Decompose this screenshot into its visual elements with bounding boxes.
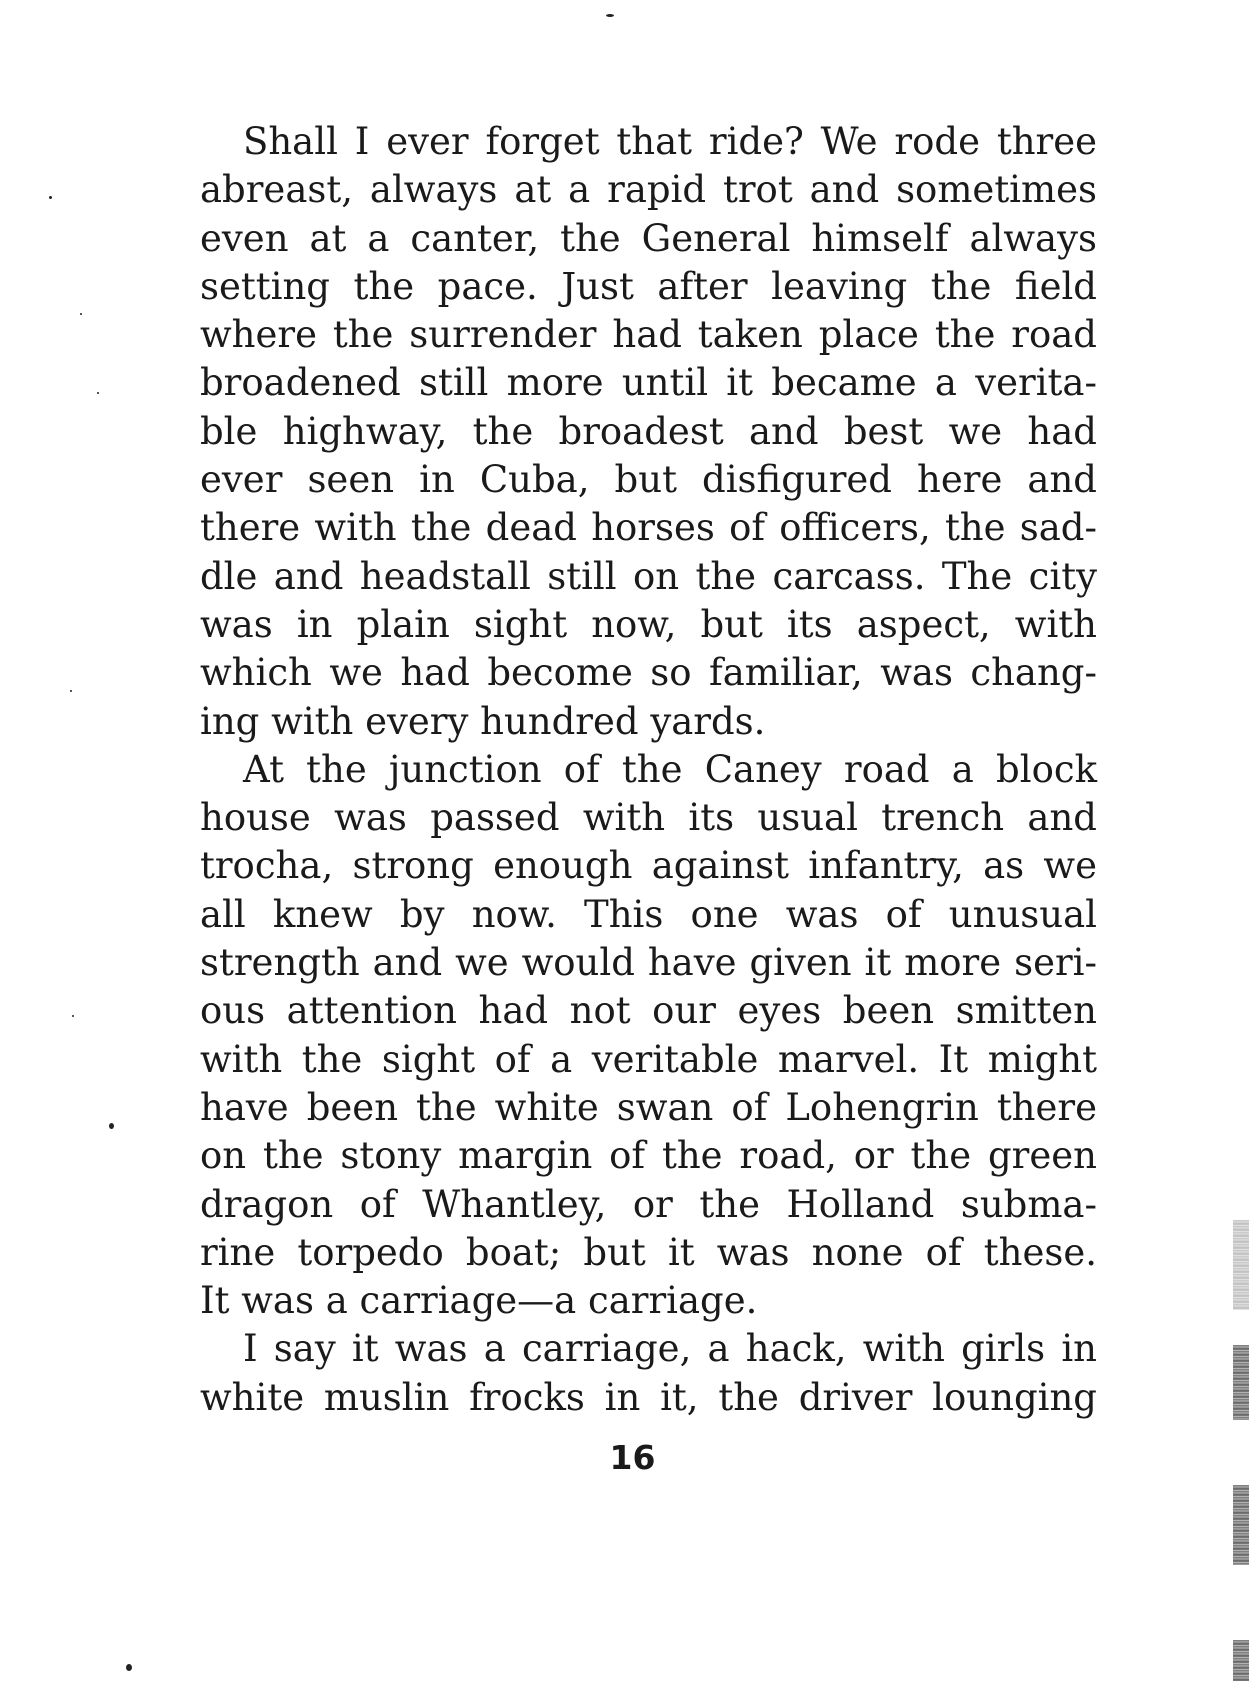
scan-speck [70,690,72,692]
text-line: even at a canter, the General himself always [200,216,1097,260]
text-line: ble highway, the broadest and best we had [200,409,1097,453]
scan-speck [606,14,614,17]
text-line: dragon of Whantley, or the Holland subma- [200,1182,1097,1226]
page-number: 16 [609,1438,656,1477]
paragraph-3 [200,1325,1097,1422]
text-line: trocha, strong enough against infantry, as we [200,844,1097,888]
text-line: Shall I ever forget that ride? We rode three [243,120,1097,163]
text-line: broadened still more until it became a verita- [200,361,1097,405]
text-line: abreast, always at a rapid trot and sometimes [200,168,1097,212]
scan-speck [126,1664,132,1671]
text-line: house was passed with its usual trench and [200,796,1097,840]
body-text [200,118,1097,1422]
text-line: with the sight of a veritable marvel. It might [200,1037,1097,1081]
text-line: was in plain sight now, but its aspect, with [200,602,1097,646]
text-line: At the junction of the Caney road a block [243,747,1097,791]
paragraph-2 [200,746,1097,1326]
text-line: ing with every hundred yards. [200,699,766,743]
text-line: on the stony margin of the road, or the green [200,1134,1097,1178]
paragraph-1 [200,118,1097,746]
text-line: dle and headstall still on the carcass. The city [200,554,1097,598]
text-line: ous attention had not our eyes been smitten [200,989,1097,1033]
text-line: have been the white swan of Lohengrin there [200,1085,1097,1129]
text-line: where the surrender had taken place the road [200,313,1097,357]
scan-speck [72,1015,74,1017]
text-line: which we had become so familiar, was chang- [200,651,1097,695]
scan-edge-noise [1233,1640,1249,1681]
text-line: I say it was a carriage, a hack, with girls in [243,1327,1097,1371]
text-line: setting the pace. Just after leaving the field [200,264,1097,308]
text-line: all knew by now. This one was of unusual [200,892,1097,936]
scan-speck [97,392,99,394]
scan-edge-noise [1233,1485,1249,1565]
scan-edge-noise [1233,1220,1249,1310]
text-line: rine torpedo boat; but it was none of these. [200,1230,1097,1274]
text-line: there with the dead horses of officers, the sad- [200,506,1097,550]
scan-speck [109,1123,114,1129]
text-line: white muslin frocks in it, the driver lounging [200,1375,1097,1419]
scan-speck [80,313,82,315]
scan-edge-noise [1233,1345,1249,1420]
text-line: It was a carriage—a carriage. [200,1279,758,1323]
scan-speck [49,196,52,199]
text-line: ever seen in Cuba, but disfigured here and [200,458,1097,502]
text-line: strength and we would have given it more seri- [200,941,1097,985]
